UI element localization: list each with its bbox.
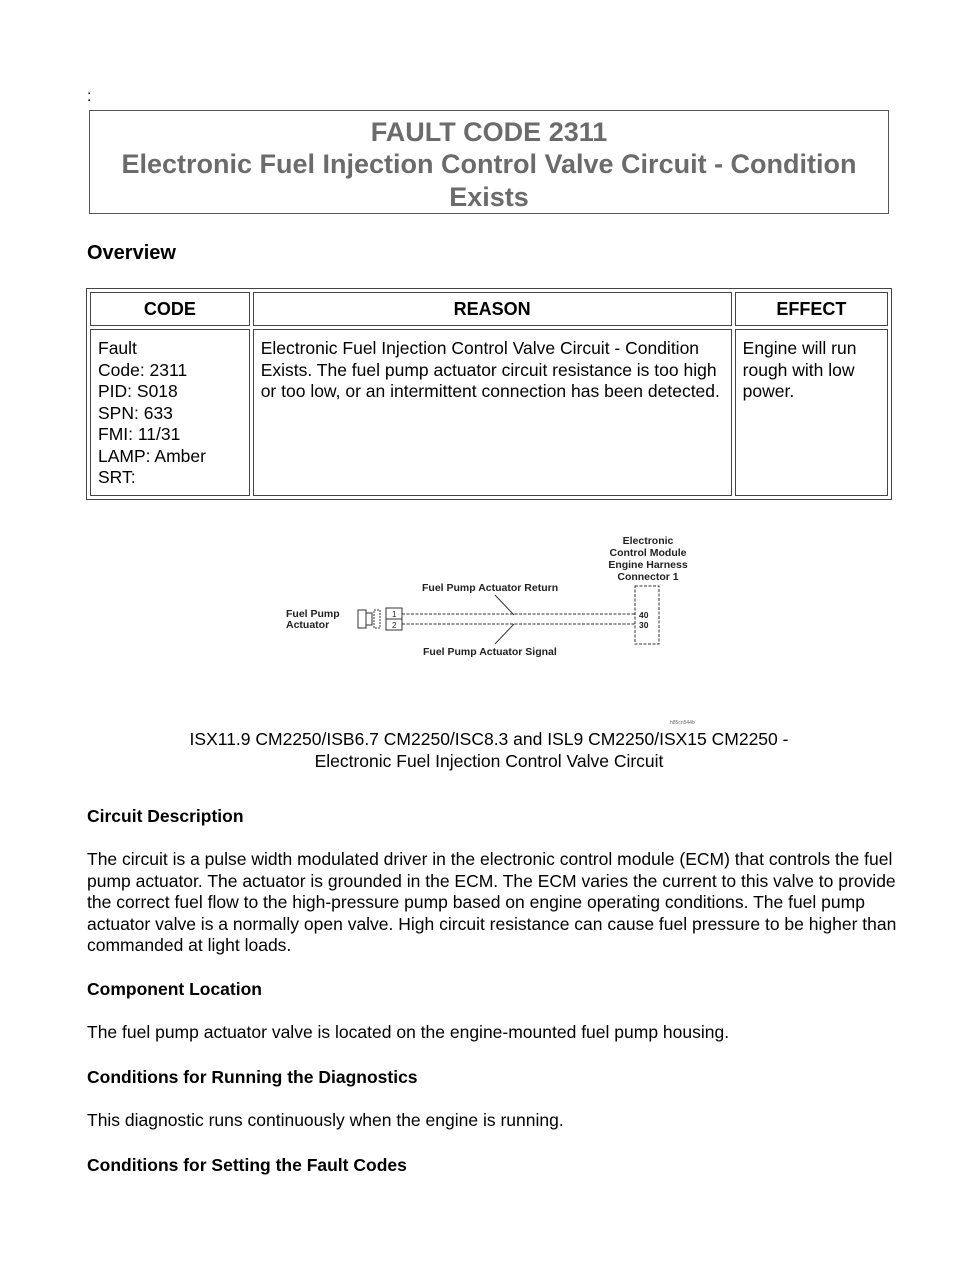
component-location-text: The fuel pump actuator valve is located on the engine-mounted fuel pump housing. [87,1022,730,1042]
actuator-label-line: Fuel Pump [286,608,340,620]
code-line: SPN: 633 [98,402,173,423]
circuit-description-text: The circuit is a pulse width modulated driver in the electronic control module (ECM) that controls the fuel pump actuator. The actuator is grounded in the ECM. The ECM varies the current to this valve to provide the correct fuel flow to the high-pressure pump based on engine operating conditions. The fuel pump actuator valve is a normally open valve. High circuit resistance can cause fuel pressure to be higher than commanded at light loads. [87,849,897,955]
code-line: Fault [98,338,137,358]
figure-ref-code: h85cn544b [670,720,695,726]
ecm-label-line: Control Module [609,547,687,559]
actuator-label-line: Actuator [286,619,330,631]
ecm-label-line: Electronic [622,535,674,547]
caption-line-1: ISX11.9 CM2250/ISB6.7 CM2250/ISC8.3 and ISL9 CM2250/ISX15 CM2250 - [189,729,789,749]
reason-cell: Electronic Fuel Injection Control Valve Circuit - Condition Exists. The fuel pump actuator circuit resistance is too high or too low, or an intermittent connection has been detected. [253,329,732,496]
fault-title-line-2: Electronic Fuel Injection Control Valve Circuit - Condition [121,149,857,179]
effect-cell: Engine will run rough with low power. [735,329,888,496]
circuit-description-heading: Circuit Description [87,806,244,826]
table-header-row [90,292,888,326]
conditions-running-heading: Conditions for Running the Diagnostics [87,1067,418,1087]
conditions-setting-heading: Conditions for Setting the Fault Codes [87,1155,407,1175]
pin-right-30: 30 [639,620,649,630]
header-code: CODE [90,292,250,326]
code-line: PID: S018 [98,381,178,401]
overview-heading: Overview [87,242,176,264]
pin-right-40: 40 [639,610,649,620]
ecm-label-line: Engine Harness [608,559,688,571]
fault-title-line-3: Exists [449,182,529,212]
table-row [90,329,888,496]
code-line: FMI: 11/31 [98,424,181,444]
pin-left-1: 1 [392,610,397,619]
signal-wire-label: Fuel Pump Actuator Signal [423,646,557,658]
pin-left-2: 2 [392,621,397,630]
figure-caption [86,728,892,772]
fault-code-title: FAULT CODE 2311 [370,117,608,147]
code-cell [90,329,250,496]
title-box [89,110,889,214]
caption-line-2: Electronic Fuel Injection Control Valve Circuit [314,751,664,771]
code-line: Code: 2311 [98,359,188,380]
leading-colon: : [87,88,92,105]
return-leader-line [495,595,514,615]
conditions-running-text: This diagnostic runs continuously when the engine is running. [87,1110,564,1130]
wiring-diagram [282,530,702,730]
code-line: LAMP: Amber [98,445,206,466]
code-line: SRT: [98,467,136,487]
header-effect: EFFECT [735,292,888,326]
return-wire-label: Fuel Pump Actuator Return [422,582,559,594]
component-location-heading: Component Location [87,979,262,999]
header-reason: REASON [253,292,732,326]
ecm-label-line: Connector 1 [617,571,679,583]
fault-code-table [86,288,892,500]
signal-leader-line [495,624,514,644]
